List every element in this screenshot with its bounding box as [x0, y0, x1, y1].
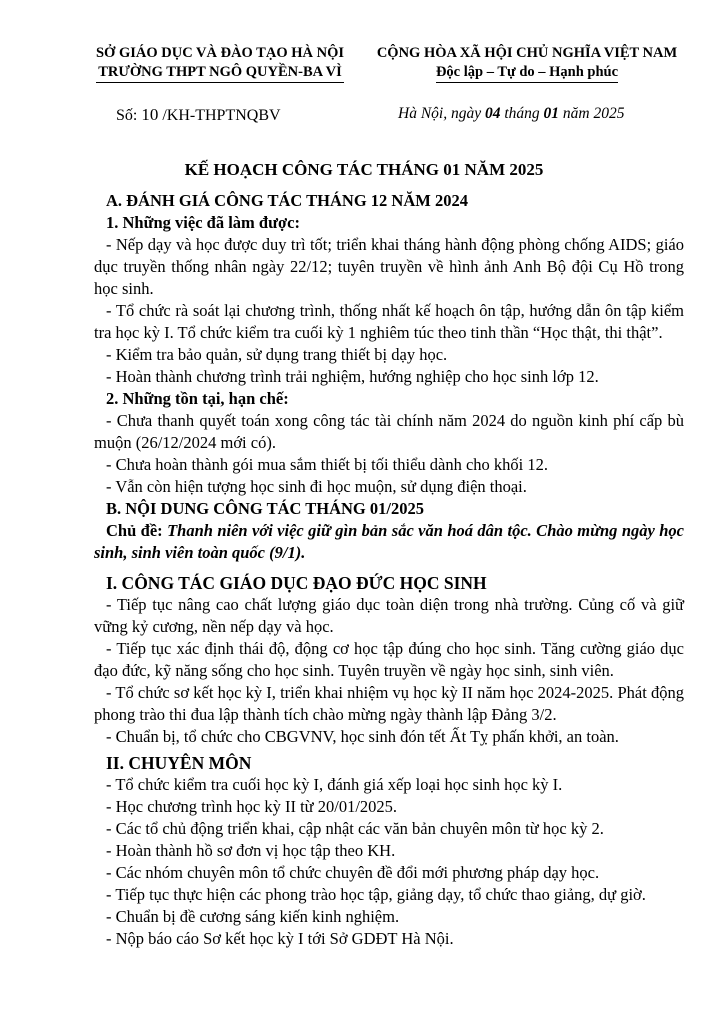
date-day: 04	[484, 105, 501, 122]
section-2-item: - Các tổ chủ động triển khai, cập nhật các văn bản chuyên môn từ học kỳ 2.	[106, 819, 604, 838]
doc-number-prefix: Số:	[116, 107, 142, 124]
section-2-item: - Các nhóm chuyên môn tổ chức chuyên đề đổi mới phương pháp dạy học.	[106, 863, 600, 882]
section-1-item: - Tiếp tục xác định thái độ, động cơ học tập đúng cho học sinh. Tăng cường giáo dục đạo đức, kỹ năng sống cho học sinh. Tuyên truyền về ngày học sinh, sinh viên.	[94, 639, 684, 680]
section-a-items2	[94, 410, 684, 498]
issuer-department: SỞ GIÁO DỤC VÀ ĐÀO TẠO HÀ NỘI	[95, 45, 344, 61]
section-a-heading: A. ĐÁNH GIÁ CÔNG TÁC THÁNG 12 NĂM 2024	[106, 191, 468, 210]
issuer-header	[70, 44, 370, 83]
section-b-heading: B. NỘI DUNG CÔNG TÁC THÁNG 01/2025	[106, 499, 424, 518]
doc-number-value: 10	[141, 105, 159, 124]
section-a-done-item: - Hoàn thành chương trình trải nghiệm, hướng nghiệp cho học sinh lớp 12.	[106, 367, 599, 386]
section-a-done-item: - Nếp dạy và học được duy trì tốt; triển khai tháng hành động phòng chống AIDS; giáo dục truyền thống nhân ngày 22/12; tuyên truyền về hình ảnh Anh Bộ đội Cụ Hồ trong học sinh.	[94, 235, 684, 298]
section-a-sub1: 1. Những việc đã làm được:	[106, 213, 300, 232]
issuer-school: TRƯỜNG THPT NGÔ QUYỀN-BA VÌ	[96, 63, 344, 83]
document-date	[398, 103, 624, 125]
section-1-item: - Tổ chức sơ kết học kỳ I, triển khai nhiệm vụ học kỳ II năm học 2024-2025. Phát động phong trào thi đua lập thành tích chào mừng ngày thành lập Đảng 3/2.	[94, 683, 684, 724]
date-month: 01	[543, 105, 560, 122]
section-a-issue-item: - Chưa thanh quyết toán xong công tác tài chính năm 2024 do nguồn kinh phí cấp bù muộn (26/12/2024 mới có).	[94, 411, 684, 452]
date-year: năm 2025	[559, 105, 625, 122]
section-a-issue-item: - Chưa hoàn thành gói mua sắm thiết bị tối thiểu dành cho khối 12.	[106, 455, 548, 474]
section-1-items	[94, 594, 684, 748]
topic-label: Chủ đề:	[106, 521, 168, 540]
section-2-items	[106, 774, 684, 950]
section-2-item: - Hoàn thành hồ sơ đơn vị học tập theo KH.	[106, 841, 396, 860]
section-1-item: - Tiếp tục nâng cao chất lượng giáo dục toàn diện trong nhà trường. Củng cố và giữ vững kỷ cương, nền nếp dạy và học.	[94, 595, 684, 636]
date-prefix: Hà Nội, ngày	[398, 105, 485, 122]
section-2-item: - Nộp báo cáo Sơ kết học kỳ I tới Sở GDĐT Hà Nội.	[106, 929, 454, 948]
document-number	[116, 104, 281, 127]
section-2-item: - Chuẩn bị đề cương sáng kiến kinh nghiệm.	[106, 907, 400, 926]
section-1-heading: I. CÔNG TÁC GIÁO DỤC ĐẠO ĐỨC HỌC SINH	[106, 573, 487, 593]
section-2-item: - Tiếp tục thực hiện các phong trào học tập, giảng dạy, tổ chức thao giảng, dự giờ.	[106, 885, 646, 904]
document-title: KẾ HOẠCH CÔNG TÁC THÁNG 01 NĂM 2025	[184, 160, 544, 179]
section-a-items1	[94, 234, 684, 388]
national-motto: Độc lập – Tự do – Hạnh phúc	[436, 63, 618, 83]
doc-number-suffix: /KH-THPTNQBV	[158, 107, 281, 124]
section-a-issue-item: - Vẫn còn hiện tượng học sinh đi học muộn, sử dụng điện thoại.	[106, 477, 527, 496]
section-b-topic	[94, 520, 684, 564]
national-name: CỘNG HÒA XÃ HỘI CHỦ NGHĨA VIỆT NAM	[376, 45, 678, 61]
national-header	[352, 44, 702, 83]
document-body	[94, 190, 684, 950]
section-a-done-item: - Kiểm tra bảo quản, sử dụng trang thiết bị dạy học.	[106, 345, 448, 364]
section-2-heading: II. CHUYÊN MÔN	[106, 753, 252, 773]
section-1-item: - Chuẩn bị, tổ chức cho CBGVNV, học sinh đón tết Ất Tỵ phấn khởi, an toàn.	[106, 727, 619, 746]
section-a-done-item: - Tổ chức rà soát lại chương trình, thống nhất kế hoạch ôn tập, hướng dẫn ôn tập kiểm tra học kỳ I. Tổ chức kiểm tra cuối kỳ 1 nghiêm túc theo tinh thần “Học thật, thi thật”.	[94, 301, 684, 342]
section-2-item: - Học chương trình học kỳ II từ 20/01/2025.	[106, 797, 398, 816]
section-2-item: - Tổ chức kiểm tra cuối học kỳ I, đánh giá xếp loại học sinh học kỳ I.	[106, 775, 563, 794]
topic-text: Thanh niên với việc giữ gìn bản sắc văn hoá dân tộc. Chào mừng ngày học sinh, sinh viên toàn quốc (9/1).	[94, 521, 684, 562]
date-month-label: tháng	[500, 105, 544, 122]
section-a-sub2: 2. Những tồn tại, hạn chế:	[106, 389, 289, 408]
